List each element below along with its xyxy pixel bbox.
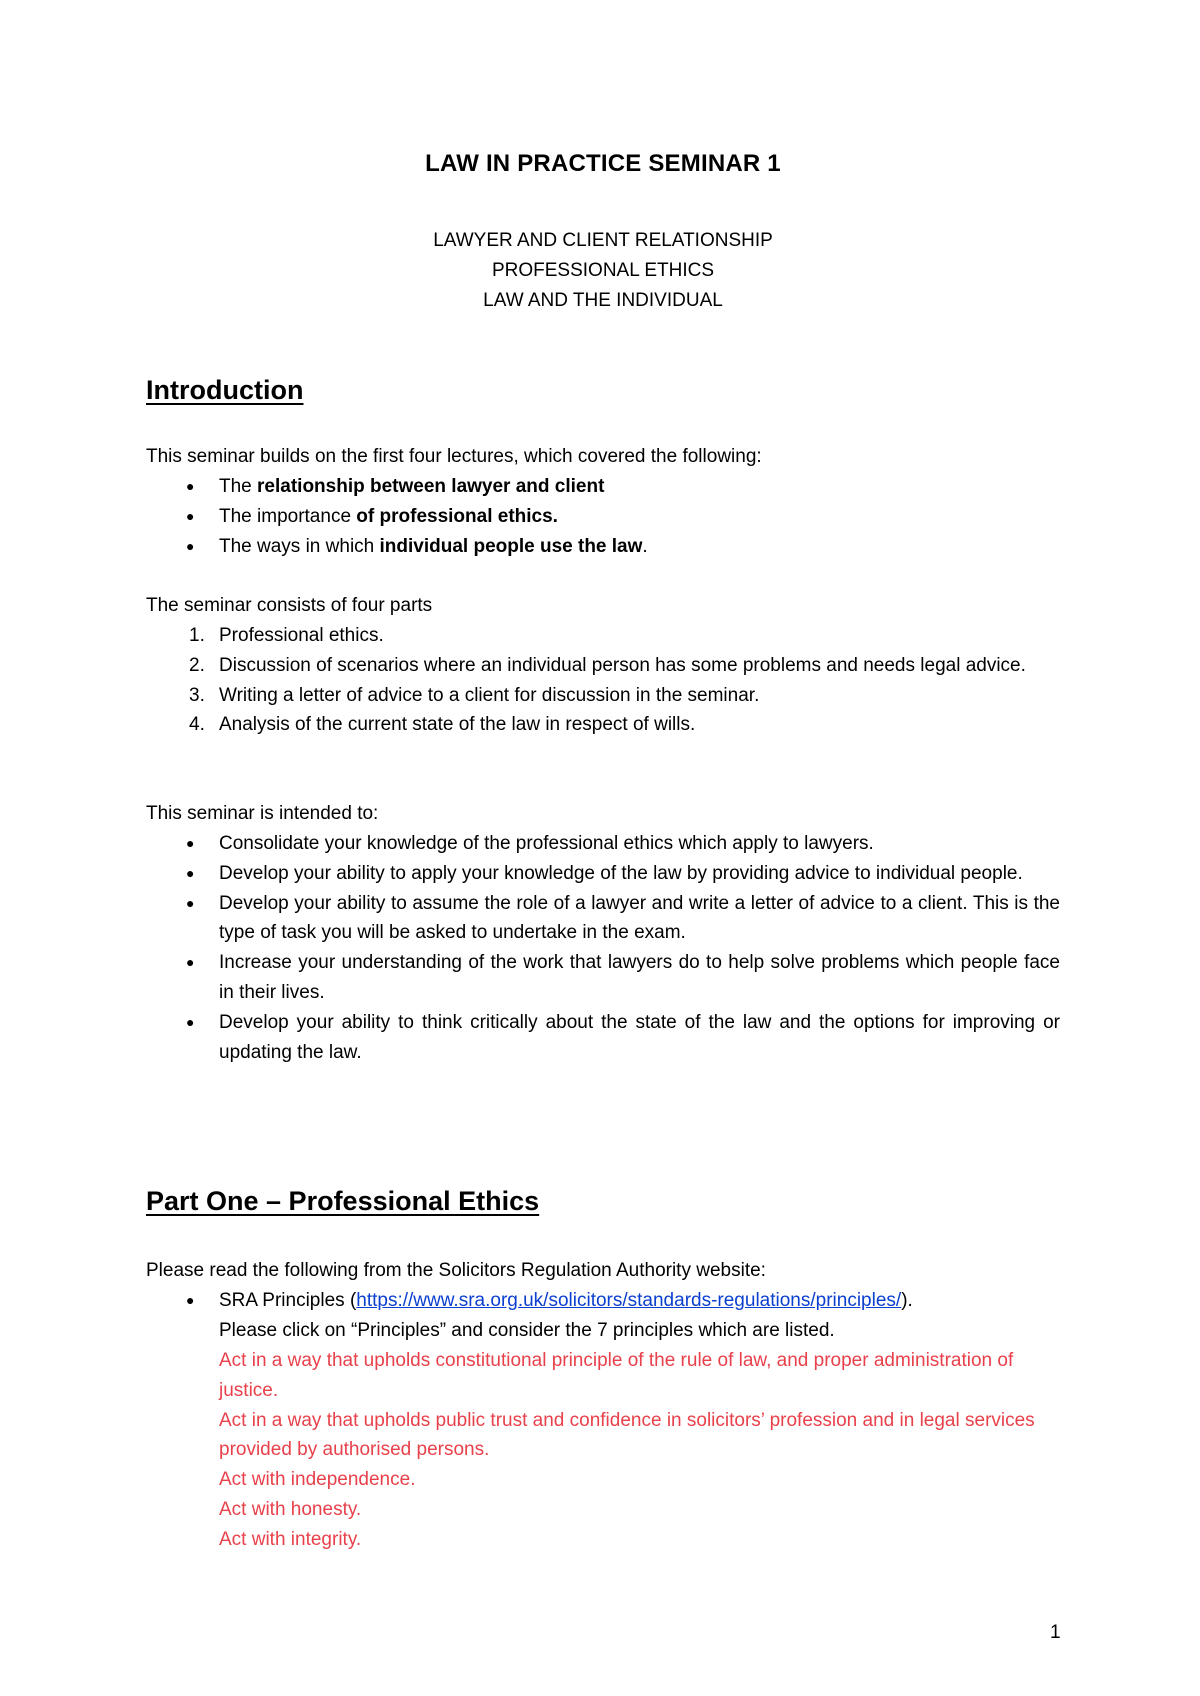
part-text: Discussion of scenarios where an individual person has some problems and needs legal advice. xyxy=(219,654,1026,676)
sra-principles-label: SRA Principles ( xyxy=(219,1290,357,1311)
part-item xyxy=(146,681,1060,711)
topic-item xyxy=(146,532,1060,562)
answer-line: Act in a way that upholds constitutional principle of the rule of law, and proper administration of justice. xyxy=(219,1350,1014,1401)
topic-item xyxy=(146,502,1060,532)
topics-list xyxy=(146,472,1060,561)
topic-text-end: . xyxy=(642,535,648,557)
aim-item: ● Increase your understanding of the work that lawyers do to help solve problems which people face in their lives. xyxy=(146,948,1060,1008)
part-item xyxy=(146,621,1060,651)
part-item xyxy=(146,651,1060,681)
subtitle-1: LAWYER AND CLIENT RELATIONSHIP xyxy=(433,230,773,251)
aim-item: ● Consolidate your knowledge of the professional ethics which apply to lawyers. xyxy=(146,829,1060,859)
part-number: 2. xyxy=(189,654,205,676)
aim-item: ● Develop your ability to apply your knowledge of the law by providing advice to individual people. xyxy=(146,859,1060,889)
topic-text: The importance xyxy=(219,505,357,527)
aim-item: ● Develop your ability to assume the role of a lawyer and write a letter of advice to a client. This is the type of task you will be asked to undertake in the exam. xyxy=(146,889,1060,949)
parts-list xyxy=(146,621,1060,740)
document-subtitles xyxy=(146,226,1060,316)
principles-answers xyxy=(219,1346,1060,1555)
document-title: LAW IN PRACTICE SEMINAR 1 xyxy=(425,150,781,177)
part-number: 3. xyxy=(189,684,205,706)
part-number: 4. xyxy=(189,714,205,736)
introduction-heading: Introduction xyxy=(146,375,304,405)
topic-bold-text: individual people use the law xyxy=(379,535,643,557)
answer-line: Act in a way that upholds public trust and confidence in solicitors’ profession and in legal services provided by authorised persons. xyxy=(219,1409,1035,1461)
answer-line: Act with honesty. xyxy=(219,1498,362,1520)
part-text: Writing a letter of advice to a client for discussion in the seminar. xyxy=(219,684,760,706)
subtitle-2: PROFESSIONAL ETHICS xyxy=(491,260,715,281)
sra-principles-link[interactable]: https://www.sra.org.uk/solicitors/standards-regulations/principles/ xyxy=(356,1290,902,1311)
part-one-list xyxy=(146,1286,1060,1346)
introduction-lead: This seminar builds on the first four lectures, which covered the following: xyxy=(146,446,762,467)
sra-principles-suffix: ). xyxy=(901,1290,913,1311)
part-one-lead: Please read the following from the Solicitors Regulation Authority website: xyxy=(146,1260,766,1281)
part-number: 1. xyxy=(189,625,205,646)
sra-principles-item xyxy=(146,1286,1060,1346)
topic-bold-text: relationship between lawyer and client xyxy=(257,476,605,497)
aim-item: ● Develop your ability to think critically about the state of the law and the options for improving or updating the law. xyxy=(146,1008,1060,1068)
part-one-heading: Part One – Professional Ethics xyxy=(146,1186,540,1216)
parts-lead: The seminar consists of four parts xyxy=(146,595,433,616)
aims-list xyxy=(146,829,1060,1067)
part-text: Professional ethics. xyxy=(219,625,384,646)
page-number: 1 xyxy=(1050,1622,1061,1643)
topic-bold-text: of professional ethics. xyxy=(356,505,558,527)
part-text: Analysis of the current state of the law in respect of wills. xyxy=(219,714,696,736)
answer-line: Act with integrity. xyxy=(219,1528,362,1550)
answer-line: Act with independence. xyxy=(219,1469,416,1491)
aims-lead: This seminar is intended to: xyxy=(146,803,379,824)
document-page xyxy=(146,0,1060,1696)
topic-item xyxy=(146,472,1060,502)
topic-text: The xyxy=(219,476,258,497)
subtitle-3: LAW AND THE INDIVIDUAL xyxy=(483,290,723,311)
sra-principles-instruction: Please click on “Principles” and consider the 7 principles which are listed. xyxy=(219,1319,835,1341)
topic-text: The ways in which xyxy=(219,535,380,557)
part-item xyxy=(146,710,1060,740)
